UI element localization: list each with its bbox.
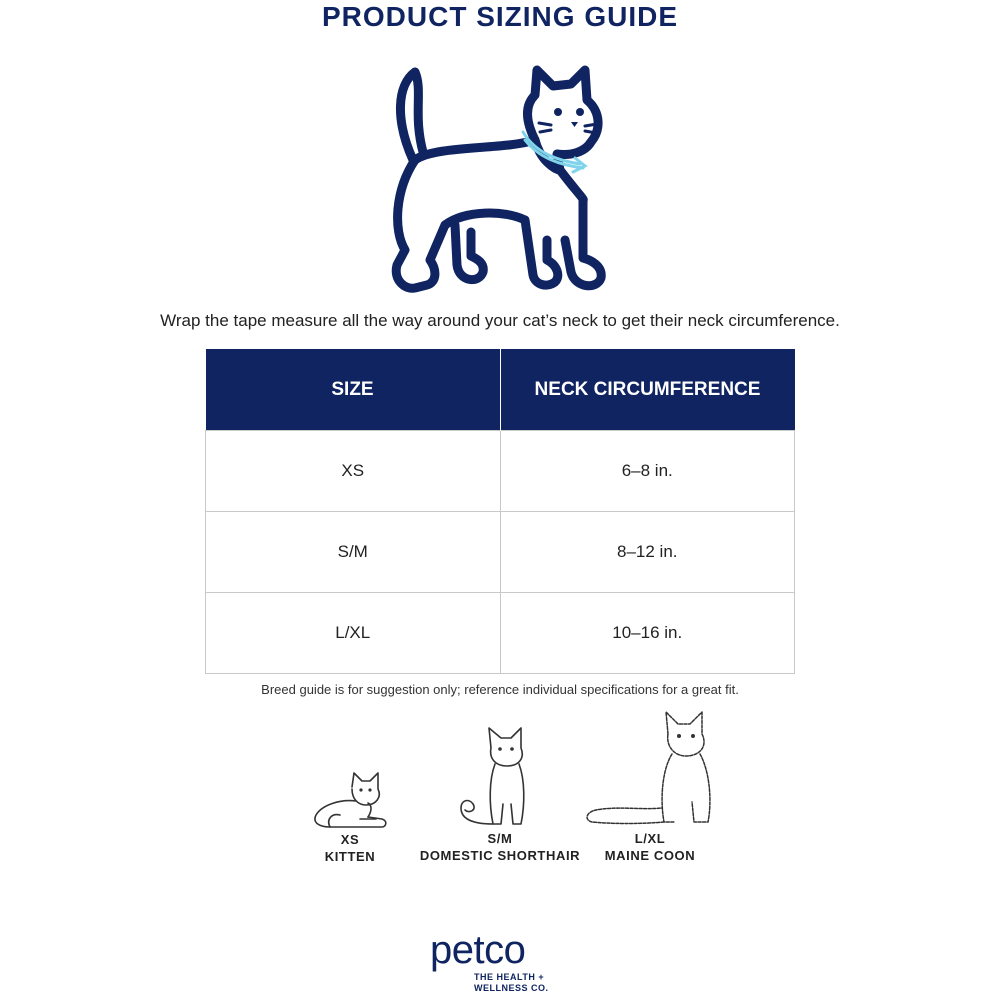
table-header-row [206,349,795,431]
shorthair-cat-icon [455,724,545,830]
logo-wordmark: petco [430,928,526,972]
size-cell: S/M [206,512,501,593]
size-cell: L/XL [206,593,501,674]
breed-maine-coon [580,710,720,864]
breed-kitten [290,765,410,865]
cat-measure-icon [375,60,625,305]
breed-shorthair [405,724,595,864]
neck-cell: 8–12 in. [500,512,795,593]
maine-coon-icon [582,710,718,830]
size-column-header: SIZE [206,349,501,431]
sizing-table [205,349,795,674]
breed-size-label: XS [340,832,360,847]
table-row [206,431,795,512]
logo-tagline-line-2: WELLNESS CO. [474,983,549,993]
logo-tagline [474,972,549,994]
breed-size-label: L/XL [634,831,666,846]
breed-name-label: MAINE COON [604,848,696,863]
neck-cell: 10–16 in. [500,593,795,674]
neck-column-header: NECK CIRCUMFERENCE [500,349,795,431]
size-cell: XS [206,431,501,512]
petco-logo [430,928,570,993]
neck-cell: 6–8 in. [500,431,795,512]
page-title: PRODUCT SIZING GUIDE [321,1,678,32]
breed-size-label: S/M [487,831,513,846]
instruction-text: Wrap the tape measure all the way around your cat’s neck to get their neck circumference. [160,311,840,330]
breed-note: Breed guide is for suggestion only; reference individual specifications for a great fit. [261,682,739,697]
table-row [206,593,795,674]
kitten-icon [310,765,390,831]
logo-tagline-line-1: THE HEALTH + [474,972,545,982]
breed-name-label: KITTEN [324,849,376,864]
table-row [206,512,795,593]
breed-name-label: DOMESTIC SHORTHAIR [419,848,581,863]
